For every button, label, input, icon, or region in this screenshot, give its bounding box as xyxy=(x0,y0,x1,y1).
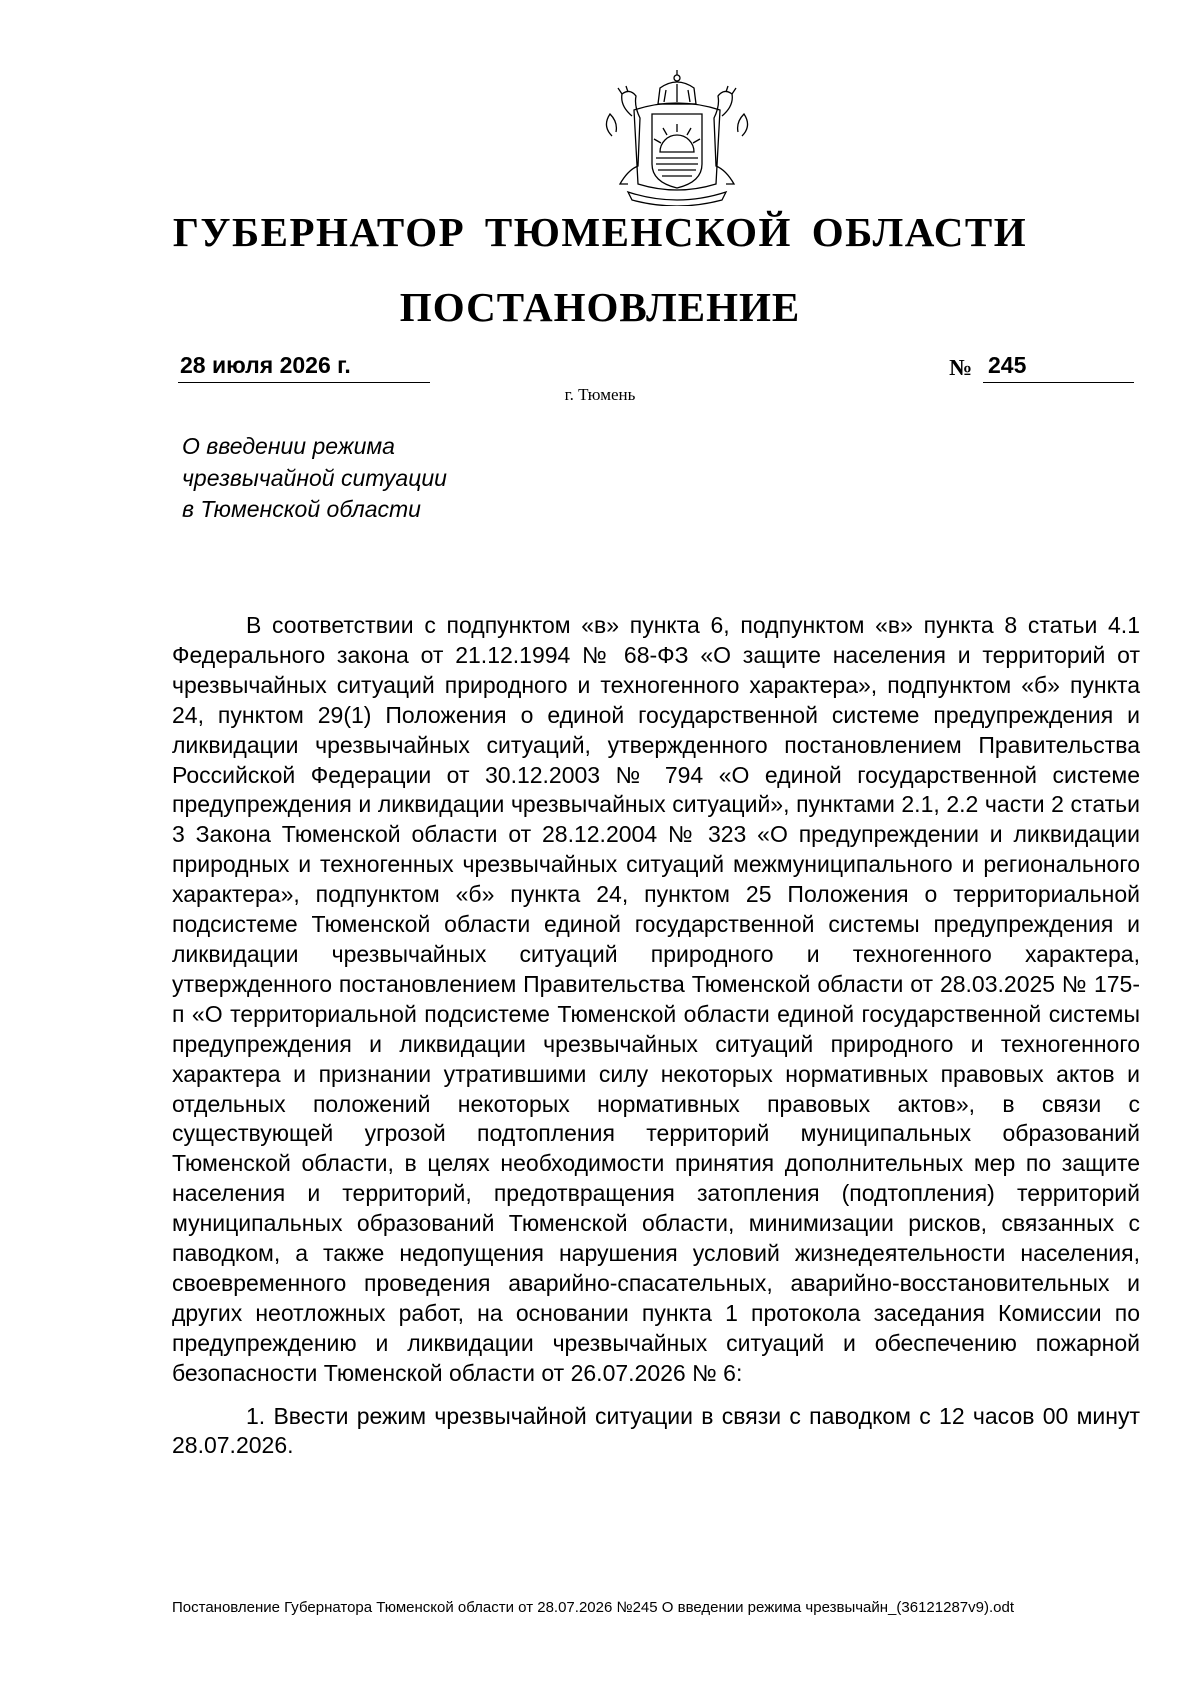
coat-of-arms-icon xyxy=(592,66,762,206)
city: г. Тюмень xyxy=(564,385,636,404)
clause-1: 1. Ввести режим чрезвычайной ситуации в связи с паводком с 12 часов 00 минут 28.07.2026. xyxy=(172,1402,1140,1459)
subject-line: О введении режима xyxy=(182,433,395,459)
document-date: 28 июля 2026 г. xyxy=(180,352,351,378)
file-footer: Постановление Губернатора Тюменской области от 28.07.2026 №245 О введении режима чрезвычайн_(36121287v9).odt xyxy=(172,1599,1014,1616)
subject-line: в Тюменской области xyxy=(182,496,421,522)
document-subject xyxy=(182,431,447,526)
number-sign: № xyxy=(949,355,973,380)
document-body xyxy=(172,611,1140,1461)
subject-line: чрезвычайной ситуации xyxy=(182,464,447,491)
document-number: 245 xyxy=(988,352,1027,378)
preamble-paragraph: В соответствии с подпунктом «в» пункта 6, подпунктом «в» пункта 8 статьи 4.1 Федерального закона от 21.12.1994 № 68-ФЗ «О защите населения и территорий от чрезвычайных ситуаций природного и техногенного характера», подпунктом «б» пункта 24, пунктом 29(1) Положения о единой государственной системе предупреждения и ликвидации чрезвычайных ситуаций, утвержденного постановлением Правительства Российской Федерации от 30.12.2003 № 794 «О единой государственной системе предупреждения и ликвидации чрезвычайных ситуаций», пунктами 2.1, 2.2 части 2 статьи 3 Закона Тюменской области от 28.12.2004 № 323 «О предупреждении и ликвидации природных и техногенных чрезвычайных ситуаций межмуниципального и регионального характера», подпунктом «б» пункта 24, пунктом 25 Положения о территориальной подсистеме Тюменской области единой государственной системы предупреждения и ликвидации чрезвычайных ситуаций природного и техногенного характера, утвержденного постановлением Правительства Тюменской области от 28.03.2025 № 175-п «О территориальной подсистеме Тюменской области единой государственной системы предупреждения и ликвидации чрезвычайных ситуаций природного и техногенного характера и признании утратившими силу некоторых нормативных правовых актов и отдельных положений некоторых нормативных правовых актов», в связи с существующей угрозой подтопления территорий муниципальных образований Тюменской области, в целях необходимости принятия дополнительных мер по защите населения и территорий, предотвращения затопления (подтопления) территорий муниципальных образований Тюменской области, минимизации рисков, связанных с паводком, а также недопущения нарушения условий жизнедеятельности населения, своевременного проведения аварийно-спасательных, аварийно-восстановительных и других неотложных работ, на основании пункта 1 протокола заседания Комиссии по предупреждению и ликвидации чрезвычайных ситуаций и обеспечению пожарной безопасности Тюменской области от 26.07.2026 № 6: xyxy=(172,612,1140,1386)
document-number-field xyxy=(983,352,1134,383)
authority-title: ГУБЕРНАТОР ТЮМЕНСКОЙ ОБЛАСТИ xyxy=(172,209,1028,255)
document-type: ПОСТАНОВЛЕНИЕ xyxy=(399,284,801,330)
document-date-field xyxy=(178,352,430,383)
